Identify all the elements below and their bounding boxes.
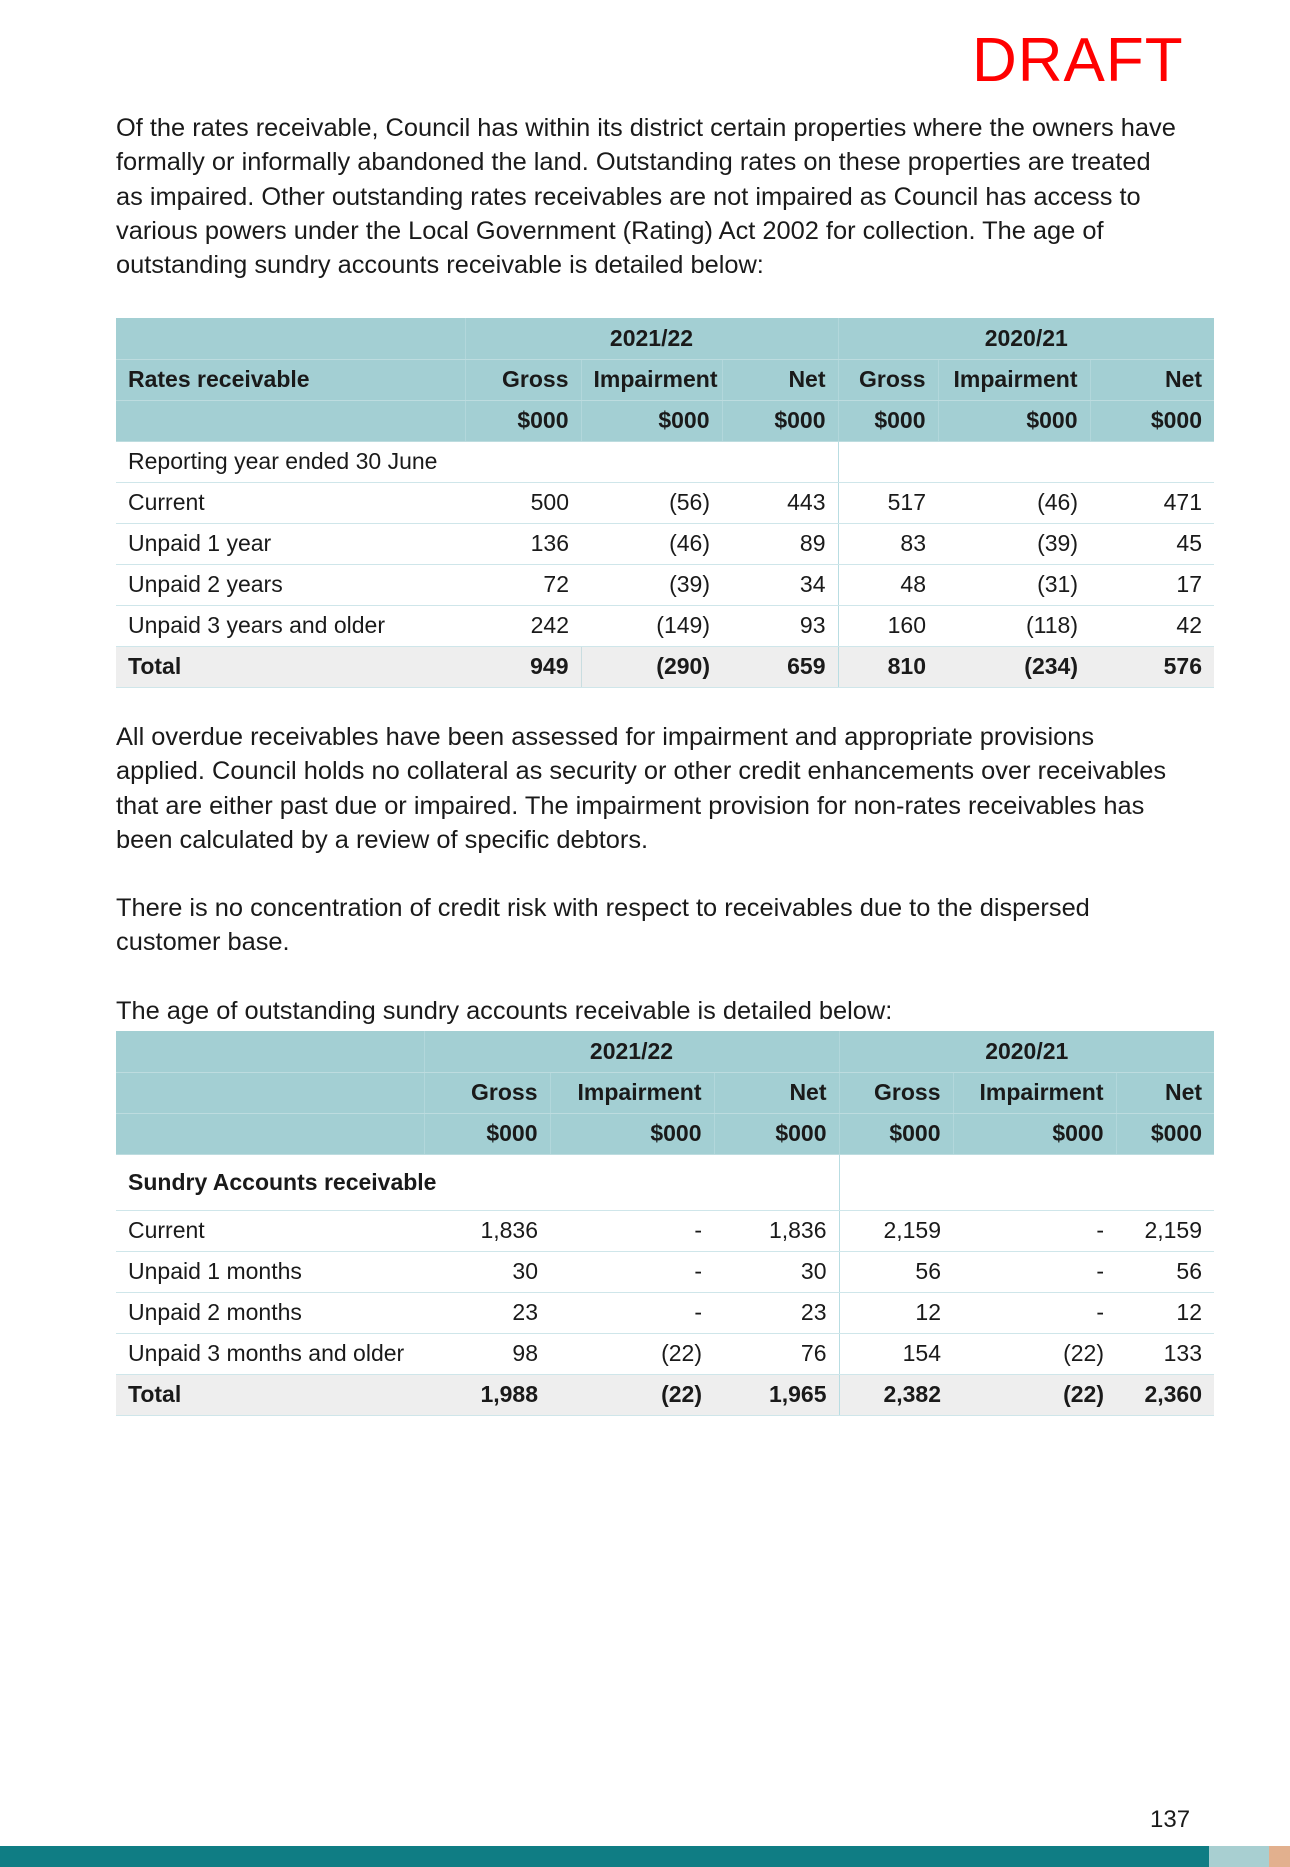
year-header: 2021/22 [424, 1031, 839, 1072]
intro-paragraph: Of the rates receivable, Council has within its district certain properties where the owners have formally or informally abandoned the land. Outstanding rates on these properties are treated as impaired. Other outstanding rates receivables are not impaired as Council has access to various powers under the Local Government (Rating) Act 2002 for collection. The age of outstanding sundry accounts receivable is detailed below: [116, 114, 1176, 280]
unit-header: $000 [953, 1113, 1116, 1154]
cell-value: 89 [722, 523, 838, 564]
cell-value: 2,159 [839, 1210, 953, 1251]
table-row [116, 1210, 1214, 1251]
header-cell [116, 318, 465, 359]
cell-value: (39) [938, 523, 1090, 564]
cell-value: (118) [938, 605, 1090, 646]
cell-value: 500 [465, 482, 581, 523]
column-header: Net [1116, 1072, 1214, 1113]
cell-value: 48 [838, 564, 938, 605]
column-header: Gross [424, 1072, 550, 1113]
column-header: Gross [465, 359, 581, 400]
column-header: Net [1090, 359, 1214, 400]
table-header-row [116, 1072, 1214, 1113]
table-row [116, 1333, 1214, 1374]
table-header-row [116, 359, 1214, 400]
impairment-paragraph: All overdue receivables have been assessed for impairment and appropriate provisions applied. Council holds no collateral as security or other credit enhancements over receivables that are either past due or impaired. The impairment provision for non-rates receivables has been calculated by a review of specific debtors. [116, 723, 1167, 854]
table-row [116, 605, 1214, 646]
table-row [116, 1251, 1214, 1292]
cell-value: 154 [839, 1333, 953, 1374]
footer-accent-light [1209, 1846, 1269, 1867]
total-value: (22) [953, 1374, 1116, 1415]
table-header-row [116, 1113, 1214, 1154]
table-row [116, 564, 1214, 605]
cell-value: - [550, 1292, 714, 1333]
unit-header: $000 [424, 1113, 550, 1154]
cell-value: - [953, 1210, 1116, 1251]
total-value: 576 [1090, 646, 1214, 687]
cell-value: 133 [1116, 1333, 1214, 1374]
section-label: Reporting year ended 30 June [116, 441, 838, 482]
footer-accent-orange [1269, 1846, 1290, 1867]
total-label: Total [116, 1374, 424, 1415]
total-value: (234) [938, 646, 1090, 687]
table-header-row [116, 1031, 1214, 1072]
cell-value: 136 [465, 523, 581, 564]
row-label: Unpaid 2 years [116, 564, 465, 605]
sundry-intro-paragraph: The age of outstanding sundry accounts receivable is detailed below: [116, 997, 893, 1025]
total-value: 659 [722, 646, 838, 687]
draft-watermark: DRAFT [972, 26, 1184, 95]
cell-value: 2,159 [1116, 1210, 1214, 1251]
unit-header: $000 [839, 1113, 953, 1154]
unit-header: $000 [838, 400, 938, 441]
total-row [116, 646, 1214, 687]
column-header: Impairment [938, 359, 1090, 400]
cell-value: 242 [465, 605, 581, 646]
header-cell [116, 1113, 424, 1154]
credit-risk-paragraph: There is no concentration of credit risk with respect to receivables due to the dispersed customer base. [116, 894, 1090, 957]
cell-value: 443 [722, 482, 838, 523]
cell-value: 517 [838, 482, 938, 523]
cell-value: (46) [938, 482, 1090, 523]
cell-value: 471 [1090, 482, 1214, 523]
row-label: Current [116, 1210, 424, 1251]
cell-value: 76 [714, 1333, 839, 1374]
section-row [116, 1154, 1214, 1210]
cell-value: 12 [1116, 1292, 1214, 1333]
cell-value: 30 [714, 1251, 839, 1292]
cell-value: 1,836 [714, 1210, 839, 1251]
column-header: Net [714, 1072, 839, 1113]
cell-value: 34 [722, 564, 838, 605]
cell-value: 17 [1090, 564, 1214, 605]
cell-value: - [550, 1251, 714, 1292]
unit-header: $000 [550, 1113, 714, 1154]
column-header: Impairment [581, 359, 722, 400]
cell-value: 160 [838, 605, 938, 646]
column-header: Impairment [953, 1072, 1116, 1113]
table-header-row [116, 318, 1214, 359]
cell-value: 98 [424, 1333, 550, 1374]
cell-value: 56 [839, 1251, 953, 1292]
cell-value: (31) [938, 564, 1090, 605]
cell-value: 1,836 [424, 1210, 550, 1251]
cell-value: - [953, 1292, 1116, 1333]
year-header: 2020/21 [839, 1031, 1214, 1072]
cell-value: 72 [465, 564, 581, 605]
sundry-receivable-table [116, 1031, 1214, 1416]
unit-header: $000 [465, 400, 581, 441]
header-cell [116, 1072, 424, 1113]
cell-value: 56 [1116, 1251, 1214, 1292]
empty-cell [839, 1154, 1214, 1210]
cell-value: (22) [550, 1333, 714, 1374]
rates-receivable-table [116, 318, 1214, 688]
header-cell [116, 400, 465, 441]
page-number: 137 [1150, 1806, 1191, 1833]
column-header: Net [722, 359, 838, 400]
table-row [116, 1292, 1214, 1333]
total-value: (290) [581, 646, 722, 687]
total-value: 2,382 [839, 1374, 953, 1415]
cell-value: 42 [1090, 605, 1214, 646]
row-label: Unpaid 3 months and older [116, 1333, 424, 1374]
unit-header: $000 [1116, 1113, 1214, 1154]
total-row [116, 1374, 1214, 1415]
total-value: 1,988 [424, 1374, 550, 1415]
unit-header: $000 [1090, 400, 1214, 441]
cell-value: 12 [839, 1292, 953, 1333]
section-row [116, 441, 1214, 482]
cell-value: (39) [581, 564, 722, 605]
cell-value: (149) [581, 605, 722, 646]
table-header-row [116, 400, 1214, 441]
table-row [116, 523, 1214, 564]
row-label: Unpaid 1 year [116, 523, 465, 564]
year-header: 2021/22 [465, 318, 838, 359]
column-header: Gross [839, 1072, 953, 1113]
unit-header: $000 [581, 400, 722, 441]
cell-value: - [550, 1210, 714, 1251]
cell-value: 45 [1090, 523, 1214, 564]
empty-cell [550, 1154, 839, 1210]
table-title: Rates receivable [116, 359, 465, 400]
row-label: Unpaid 1 months [116, 1251, 424, 1292]
column-header: Gross [838, 359, 938, 400]
footer-bar [0, 1846, 1290, 1867]
cell-value: 93 [722, 605, 838, 646]
cell-value: - [953, 1251, 1116, 1292]
total-value: 949 [465, 646, 581, 687]
row-label: Current [116, 482, 465, 523]
cell-value: (22) [953, 1333, 1116, 1374]
cell-value: 30 [424, 1251, 550, 1292]
year-header: 2020/21 [838, 318, 1214, 359]
cell-value: 83 [838, 523, 938, 564]
row-label: Unpaid 3 years and older [116, 605, 465, 646]
row-label: Unpaid 2 months [116, 1292, 424, 1333]
unit-header: $000 [938, 400, 1090, 441]
total-value: 1,965 [714, 1374, 839, 1415]
cell-value: (56) [581, 482, 722, 523]
column-header: Impairment [550, 1072, 714, 1113]
unit-header: $000 [714, 1113, 839, 1154]
total-label: Total [116, 646, 465, 687]
cell-value: 23 [424, 1292, 550, 1333]
empty-cell [838, 441, 1214, 482]
section-label: Sundry Accounts receivable [116, 1154, 550, 1210]
cell-value: (46) [581, 523, 722, 564]
header-cell [116, 1031, 424, 1072]
table-row [116, 482, 1214, 523]
cell-value: 23 [714, 1292, 839, 1333]
total-value: (22) [550, 1374, 714, 1415]
unit-header: $000 [722, 400, 838, 441]
total-value: 810 [838, 646, 938, 687]
total-value: 2,360 [1116, 1374, 1214, 1415]
